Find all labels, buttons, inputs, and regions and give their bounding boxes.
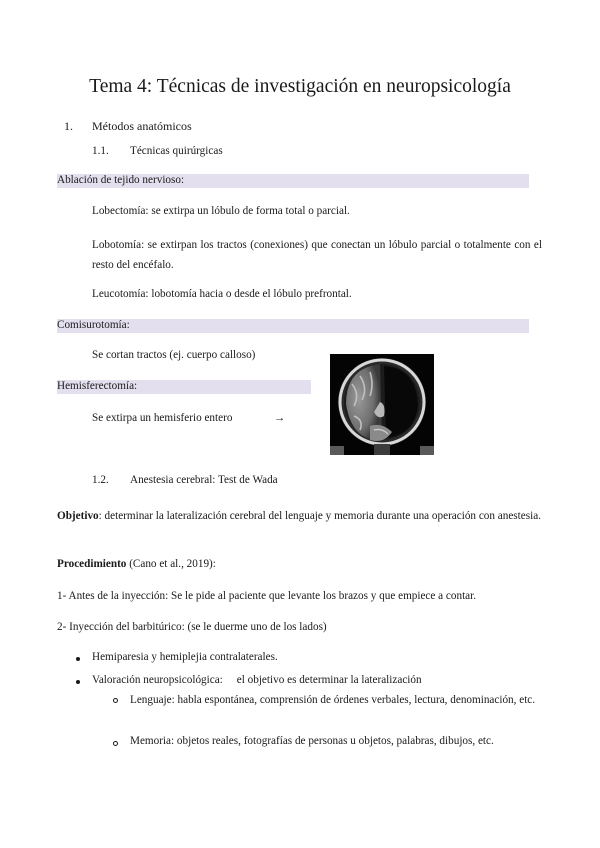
- procedimiento-paragraph: [57, 558, 216, 570]
- bullet-icon: [76, 680, 80, 684]
- page-title: Tema 4: Técnicas de investigación en neuropsicología: [89, 76, 511, 97]
- sub-bullet-icon: [113, 741, 118, 746]
- paso-2-text: 2- Inyección del barbitúrico: (se le duerme uno de los lados): [57, 621, 327, 633]
- section-1-1-heading: Técnicas quirúrgicas: [130, 145, 223, 157]
- paso-1-text: 1- Antes de la inyección: Se le pide al paciente que levante los brazos y que empiece a contar.: [57, 590, 477, 602]
- leucotomia-text: Leucotomía: lobotomía hacia o desde el lóbulo prefrontal.: [92, 288, 352, 300]
- procedimiento-text: (Cano et al., 2019):: [126, 558, 216, 570]
- comisurotomia-text: Se cortan tractos (ej. cuerpo calloso): [92, 349, 256, 361]
- sub-bullet-icon: [113, 698, 118, 703]
- sub-bullet-memoria: Memoria: objetos reales, fotografías de personas u objetos, palabras, dibujos, etc.: [130, 735, 494, 747]
- section-1-number: 1.: [64, 119, 73, 133]
- ablacion-heading: Ablación de tejido nervioso:: [57, 174, 185, 186]
- arrow-icon: →: [274, 412, 286, 424]
- objetivo-text: : determinar la lateralización cerebral del lenguaje y memoria durante una operación con anestesia.: [98, 510, 541, 522]
- sub-bullet-lenguaje: Lenguaje: habla espontánea, comprensión de órdenes verbales, lectura, denominación, etc.: [130, 694, 536, 706]
- lobotomia-text: Lobotomía: se extirpan los tractos (conexiones) que conectan un lóbulo parcial o totalmente con el resto del encéfalo.: [92, 239, 542, 271]
- objetivo-label: Objetivo: [57, 510, 99, 522]
- section-1-heading: Métodos anatómicos: [92, 119, 192, 133]
- mri-brain-image: [330, 354, 434, 455]
- hemisferectomia-text: Se extirpa un hemisferio entero: [92, 412, 233, 424]
- lobectomia-text: Lobectomía: se extirpa un lóbulo de forma total o parcial.: [92, 205, 350, 217]
- bullet-icon: [76, 657, 80, 661]
- bullet-item-valoracion: Valoración neuropsicológica: el objetivo es determinar la lateralización: [92, 674, 422, 686]
- objetivo-paragraph: [57, 506, 542, 526]
- comisurotomia-heading: Comisurotomía:: [57, 319, 130, 331]
- hemisferectomia-heading: Hemisferectomía:: [57, 380, 138, 392]
- section-1-2-heading: Anestesia cerebral: Test de Wada: [130, 474, 278, 486]
- section-1-1-number: 1.1.: [92, 145, 109, 157]
- bullet-item-hemiparesia: Hemiparesia y hemiplejia contralaterales.: [92, 651, 278, 663]
- section-1-2-number: 1.2.: [92, 474, 109, 486]
- mri-brain-hemispherectomy-image: [330, 354, 434, 455]
- procedimiento-label: Procedimiento: [57, 558, 127, 570]
